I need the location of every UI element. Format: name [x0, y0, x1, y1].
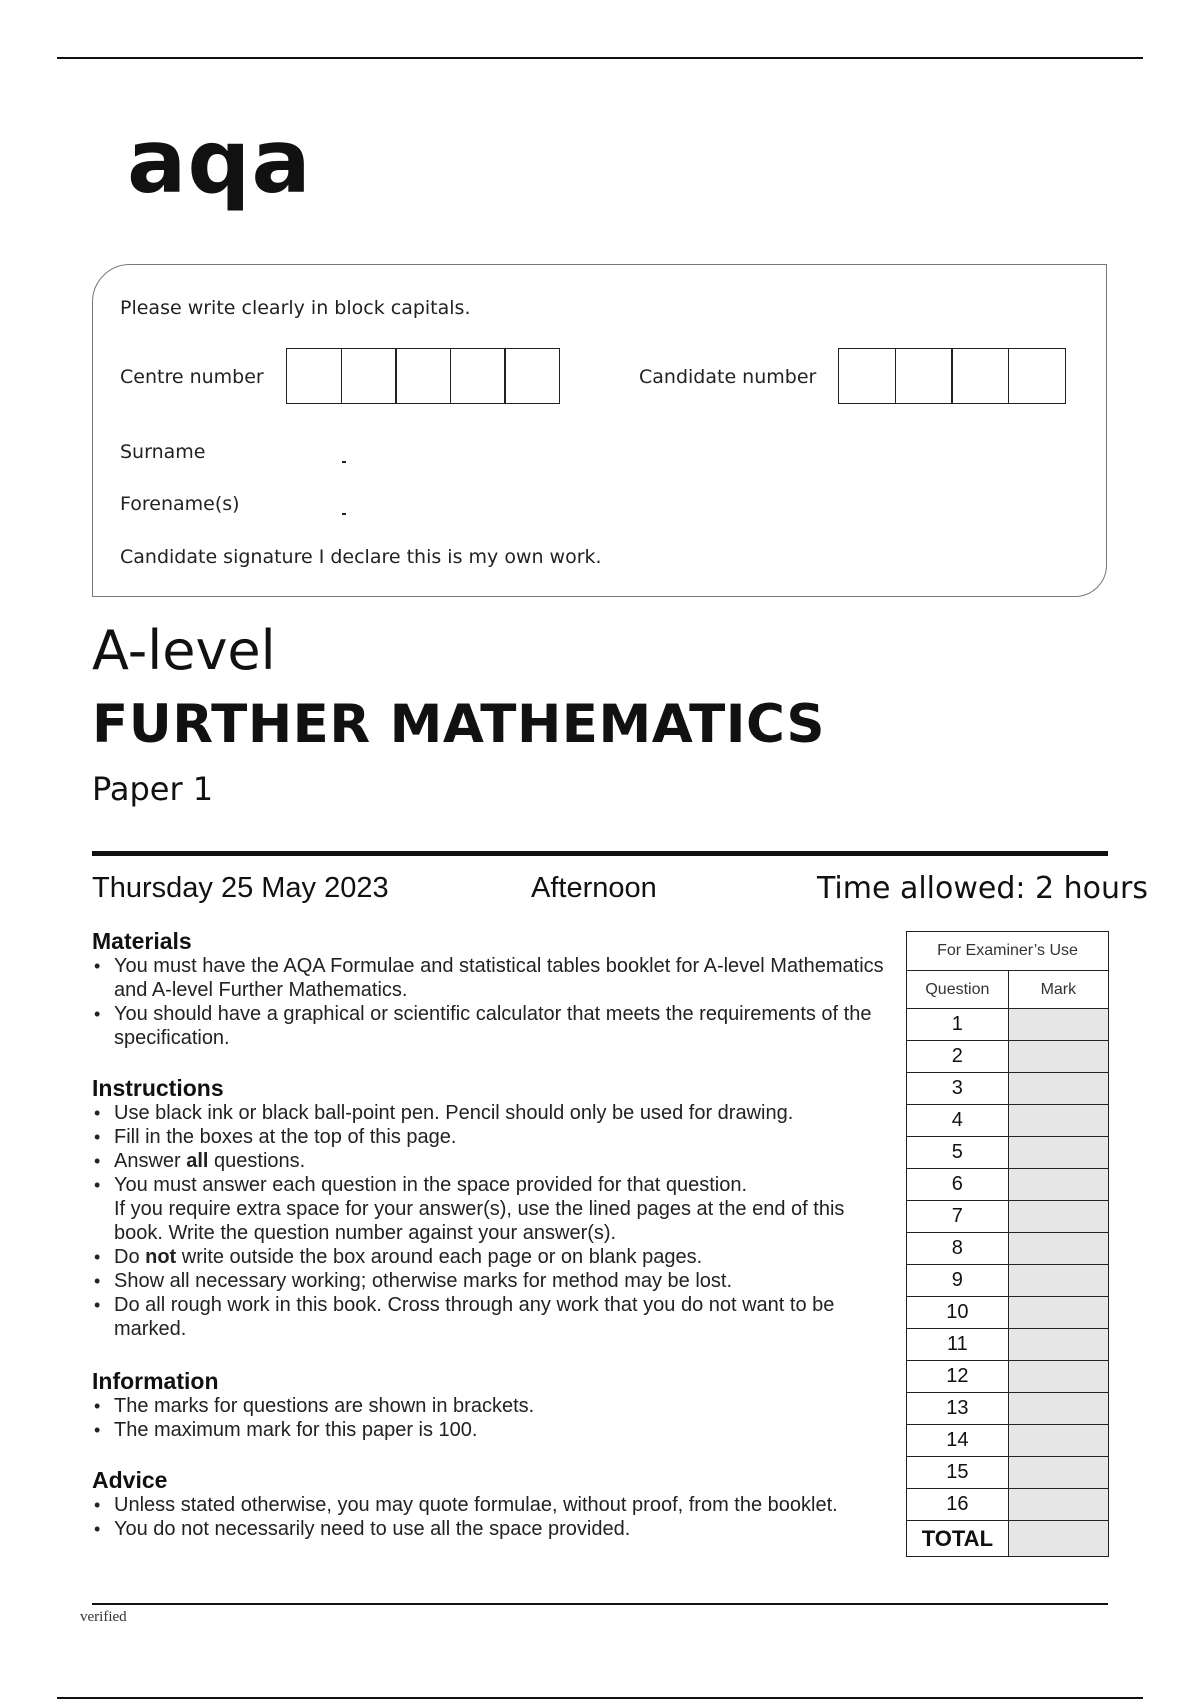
surname-label: Surname: [120, 441, 206, 463]
block-capitals-instruction: Please write clearly in block capitals.: [120, 297, 471, 319]
surname-field-marker: [342, 461, 346, 463]
question-number-cell: 3: [907, 1073, 1009, 1105]
table-row: [907, 1041, 1109, 1073]
candidate-number-digit[interactable]: [838, 348, 896, 404]
centre-number-digit[interactable]: [450, 348, 506, 404]
table-row: [907, 1073, 1109, 1105]
question-rows: [907, 1009, 1109, 1521]
candidate-number-digit[interactable]: [951, 348, 1009, 404]
mark-cell: [1008, 1489, 1108, 1521]
table-row: [907, 1425, 1109, 1457]
exam-session: Afternoon: [531, 872, 657, 904]
candidate-number-digit[interactable]: [1008, 348, 1066, 404]
list-item: • You must answer each question in the space provided for that question. If you require extra space for your answer(s), use the lined pages at the end of this book. Write the question number against your answer(s).: [92, 1173, 892, 1245]
centre-number-digit[interactable]: [286, 348, 342, 404]
qualification-level: A-level: [92, 619, 276, 682]
mark-column-header: Mark: [1008, 971, 1108, 1009]
mark-cell: [1008, 1137, 1108, 1169]
total-label: TOTAL: [907, 1521, 1009, 1557]
list-item: • Show all necessary working; otherwise marks for method may be lost.: [92, 1269, 892, 1293]
mark-cell: [1008, 1041, 1108, 1073]
mark-cell: [1008, 1457, 1108, 1489]
table-row: [907, 1169, 1109, 1201]
paper-number: Paper 1: [92, 770, 214, 808]
mark-cell: [1008, 1201, 1108, 1233]
list-item: • You do not necessarily need to use all the space provided.: [92, 1517, 892, 1541]
page-bottom-rule: [57, 1697, 1143, 1699]
table-row: [907, 1361, 1109, 1393]
title-rule: [92, 851, 1108, 856]
bottom-rule: [92, 1603, 1108, 1605]
question-number-cell: 8: [907, 1233, 1009, 1265]
list-item: • The maximum mark for this paper is 100.: [92, 1418, 892, 1442]
examiners-use-title: For Examiner’s Use: [907, 932, 1109, 971]
centre-number-digit[interactable]: [341, 348, 397, 404]
table-row: [907, 1265, 1109, 1297]
list-item: • Do all rough work in this book. Cross through any work that you do not want to be marked.: [92, 1293, 892, 1341]
question-number-cell: 11: [907, 1329, 1009, 1361]
mark-cell: [1008, 1265, 1108, 1297]
examiners-use-table: [906, 931, 1109, 1557]
list-item: • Answer all questions.: [92, 1149, 892, 1173]
question-number-cell: 5: [907, 1137, 1009, 1169]
table-row: [907, 1137, 1109, 1169]
question-number-cell: 16: [907, 1489, 1009, 1521]
verified-stamp: verified: [80, 1609, 127, 1625]
mark-cell: [1008, 1329, 1108, 1361]
table-row: [907, 1009, 1109, 1041]
question-number-cell: 14: [907, 1425, 1009, 1457]
candidate-number-boxes[interactable]: [838, 348, 1066, 404]
question-number-cell: 7: [907, 1201, 1009, 1233]
advice-heading: Advice: [92, 1467, 168, 1493]
mark-cell: [1008, 1297, 1108, 1329]
surname-field[interactable]: [340, 440, 1080, 466]
centre-number-digit[interactable]: [395, 348, 451, 404]
question-number-cell: 15: [907, 1457, 1009, 1489]
question-number-cell: 6: [907, 1169, 1009, 1201]
table-row: [907, 1297, 1109, 1329]
total-mark-cell: [1008, 1521, 1108, 1557]
list-item: • Use black ink or black ball-point pen. Pencil should only be used for drawing.: [92, 1101, 892, 1125]
list-item: • Do not write outside the box around each page or on blank pages.: [92, 1245, 892, 1269]
table-row: [907, 1105, 1109, 1137]
question-column-header: Question: [907, 971, 1009, 1009]
table-row: [907, 1393, 1109, 1425]
aqa-logo: aqa: [127, 110, 312, 213]
candidate-number-digit[interactable]: [895, 348, 953, 404]
forenames-field-marker: [342, 513, 346, 515]
materials-section: [92, 928, 892, 1050]
forenames-field[interactable]: [340, 492, 1080, 518]
candidate-number-label: Candidate number: [639, 366, 817, 388]
mark-cell: [1008, 1425, 1108, 1457]
centre-number-boxes[interactable]: [286, 348, 560, 404]
list-item: • You should have a graphical or scientific calculator that meets the requirements of the specification.: [92, 1002, 892, 1050]
information-section: [92, 1368, 892, 1442]
question-number-cell: 10: [907, 1297, 1009, 1329]
mark-cell: [1008, 1233, 1108, 1265]
table-row: [907, 1233, 1109, 1265]
signature-field[interactable]: [580, 540, 1080, 570]
question-number-cell: 1: [907, 1009, 1009, 1041]
forenames-label: Forename(s): [120, 493, 240, 515]
subject-title: FURTHER MATHEMATICS: [92, 694, 826, 755]
question-number-cell: 9: [907, 1265, 1009, 1297]
information-heading: Information: [92, 1368, 219, 1394]
list-item: • You must have the AQA Formulae and statistical tables booklet for A-level Mathematics and A-level Further Mathematics.: [92, 954, 892, 1002]
centre-number-label: Centre number: [120, 366, 264, 388]
exam-date: Thursday 25 May 2023: [92, 872, 389, 904]
list-item: • The marks for questions are shown in brackets.: [92, 1394, 892, 1418]
list-item: • Unless stated otherwise, you may quote formulae, without proof, from the booklet.: [92, 1493, 892, 1517]
mark-cell: [1008, 1009, 1108, 1041]
centre-number-digit[interactable]: [504, 348, 560, 404]
top-rule: [57, 57, 1143, 59]
table-row: [907, 1329, 1109, 1361]
question-number-cell: 4: [907, 1105, 1009, 1137]
table-row: [907, 1489, 1109, 1521]
mark-cell: [1008, 1169, 1108, 1201]
question-number-cell: 12: [907, 1361, 1009, 1393]
mark-cell: [1008, 1073, 1108, 1105]
candidate-signature-label: Candidate signature I declare this is my own work.: [120, 546, 602, 568]
mark-cell: [1008, 1393, 1108, 1425]
table-row: [907, 1457, 1109, 1489]
instructions-section: [92, 1075, 892, 1341]
question-number-cell: 2: [907, 1041, 1009, 1073]
mark-cell: [1008, 1361, 1108, 1393]
mark-cell: [1008, 1105, 1108, 1137]
advice-section: [92, 1467, 892, 1541]
list-item: • Fill in the boxes at the top of this page.: [92, 1125, 892, 1149]
instructions-heading: Instructions: [92, 1075, 224, 1101]
question-number-cell: 13: [907, 1393, 1009, 1425]
materials-heading: Materials: [92, 928, 192, 954]
time-allowed: Time allowed: 2 hours: [817, 871, 1149, 906]
table-row: [907, 1201, 1109, 1233]
